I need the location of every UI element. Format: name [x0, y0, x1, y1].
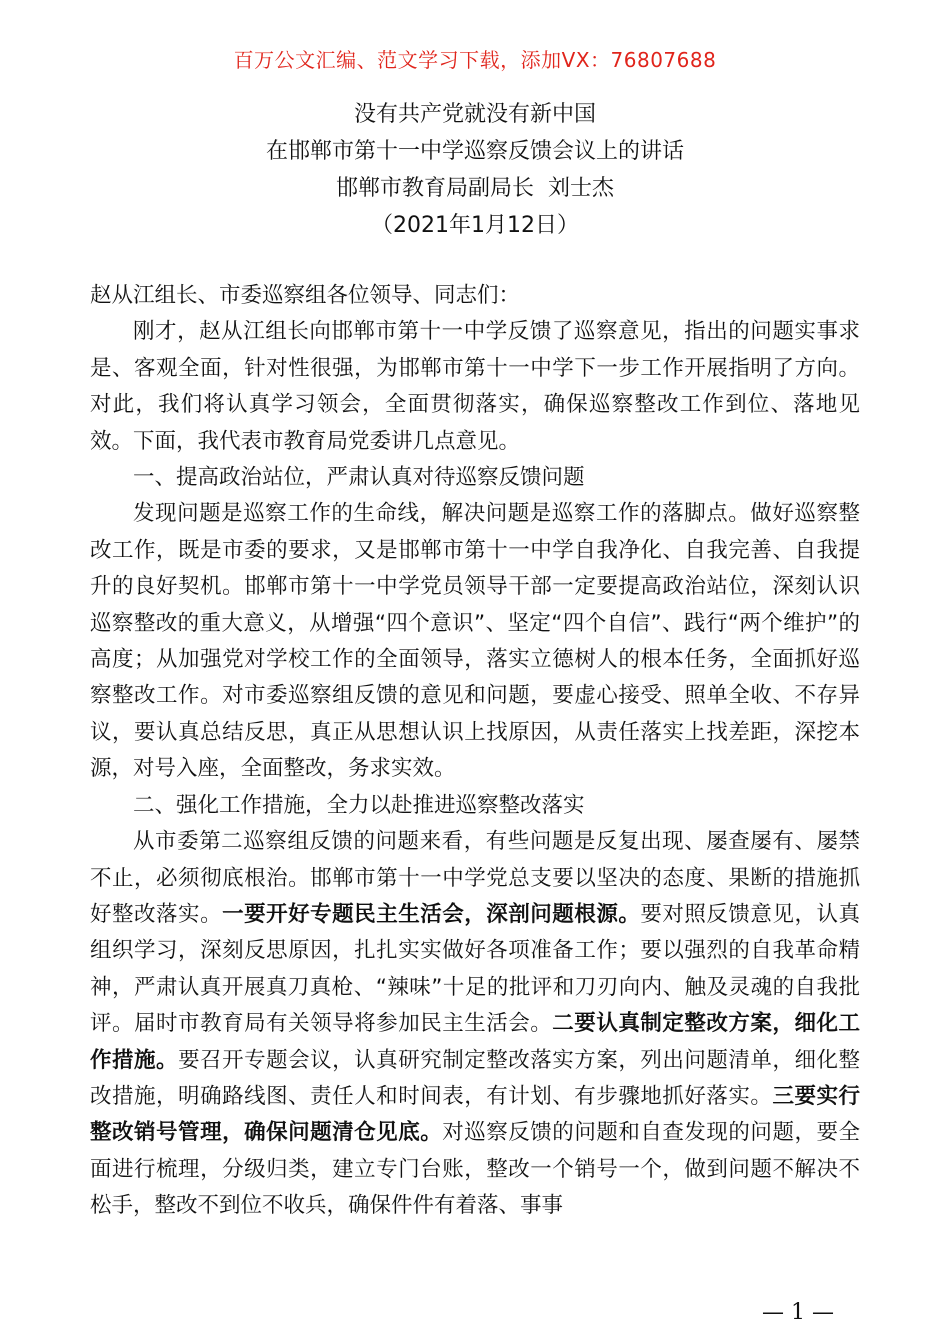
speech-title: 在邯郸市第十一中学巡察反馈会议上的讲话 [265, 139, 684, 164]
title-block [0, 96, 950, 244]
speech-date: （2021年1月12日） [371, 213, 579, 238]
text-run: 从市委第二巡察组反馈的问题来看，有些问题是反复出现、屡查屡有、屡禁不止，必须彻底根治。邯郸市第十一中学党总支要以坚决的态度、果断的措施抓好整改落实。 [90, 829, 860, 927]
text-run: 要召开专题会议，认真研究制定整改落实方案，列出问题清单，细化整改措施，明确路线图、责任人和时间表，有计划、有步骤地抓好落实。 [90, 1047, 860, 1109]
section-heading-1: 一、提高政治站位，严肃认真对待巡察反馈问题 [133, 465, 585, 491]
speaker-line: 邯郸市教育局副局长 刘士杰 [336, 176, 614, 201]
bold-point-1: 一要开好专题民主生活会，深剖问题根源。 [222, 901, 641, 927]
paragraph-section-1: 发现问题是巡察工作的生命线，解决问题是巡察工作的落脚点。做好巡察整改工作，既是市委的要求，又是邯郸市第十一中学自我净化、自我完善、自我提升的良好契机。邯郸市第十一中学党员领导干部一定要提高政治站位，深刻认识巡察整改的重大意义，从增强“四个意识”、坚定“四个自信”、践行“两个维护”的高度；从加强党对学校工作的全面领导，落实立德树人的根本任务，全面抓好巡察整改工作。对市委巡察组反馈的意见和问题，要虚心接受、照单全收、不存异议，要认真总结反思，真正从思想认识上找原因，从责任落实上找差距，深挖本源，对号入座，全面整改，务求实效。 [90, 501, 860, 782]
text-run: 对巡察反馈的问题和自查发现的问题，要全面进行梳理，分级归类，建立专门台账，整改一个销号一个，做到问题不解决不松手，整改不到位不收兵，确保件件有着落、事事 [90, 1120, 860, 1219]
text-run: 要对照反馈意见，认真组织学习，深刻反思原因，扎扎实实做好各项准备工作；要以强烈的自我革命精神，严肃认真开展真刀真枪、“辣味”十足的批评和刀刃向内、触及灵魂的自我批评。届时市教育局有关领导将参加民主生活会。 [90, 901, 860, 1037]
salutation: 赵从江组长、市委巡察组各位领导、同志们： [90, 283, 521, 308]
paragraph-section-2 [90, 824, 860, 1224]
paragraph-intro: 刚才，赵从江组长向邯郸市第十一中学反馈了巡察意见，指出的问题实事求是、客观全面，针对性很强，为邯郸市第十一中学下一步工作开展指明了方向。对此，我们将认真学习领会，全面贯彻落实，确保巡察整改工作到位、落地见效。下面，我代表市教育局党委讲几点意见。 [90, 319, 860, 454]
main-title: 没有共产党就没有新中国 [353, 102, 596, 127]
section-heading-2: 二、强化工作措施，全力以赴推进巡察整改落实 [133, 792, 585, 818]
promo-banner: 百万公文汇编、范文学习下载，添加VX：76807688 [233, 48, 717, 72]
bold-point-2: 二要认真制定整改方案，细化工作措施。 [90, 1011, 860, 1073]
page-number: — 1 — [762, 1300, 834, 1325]
bold-point-3: 三要实行整改销号管理，确保问题清仓见底。 [90, 1083, 860, 1146]
speech-body [90, 278, 860, 1225]
